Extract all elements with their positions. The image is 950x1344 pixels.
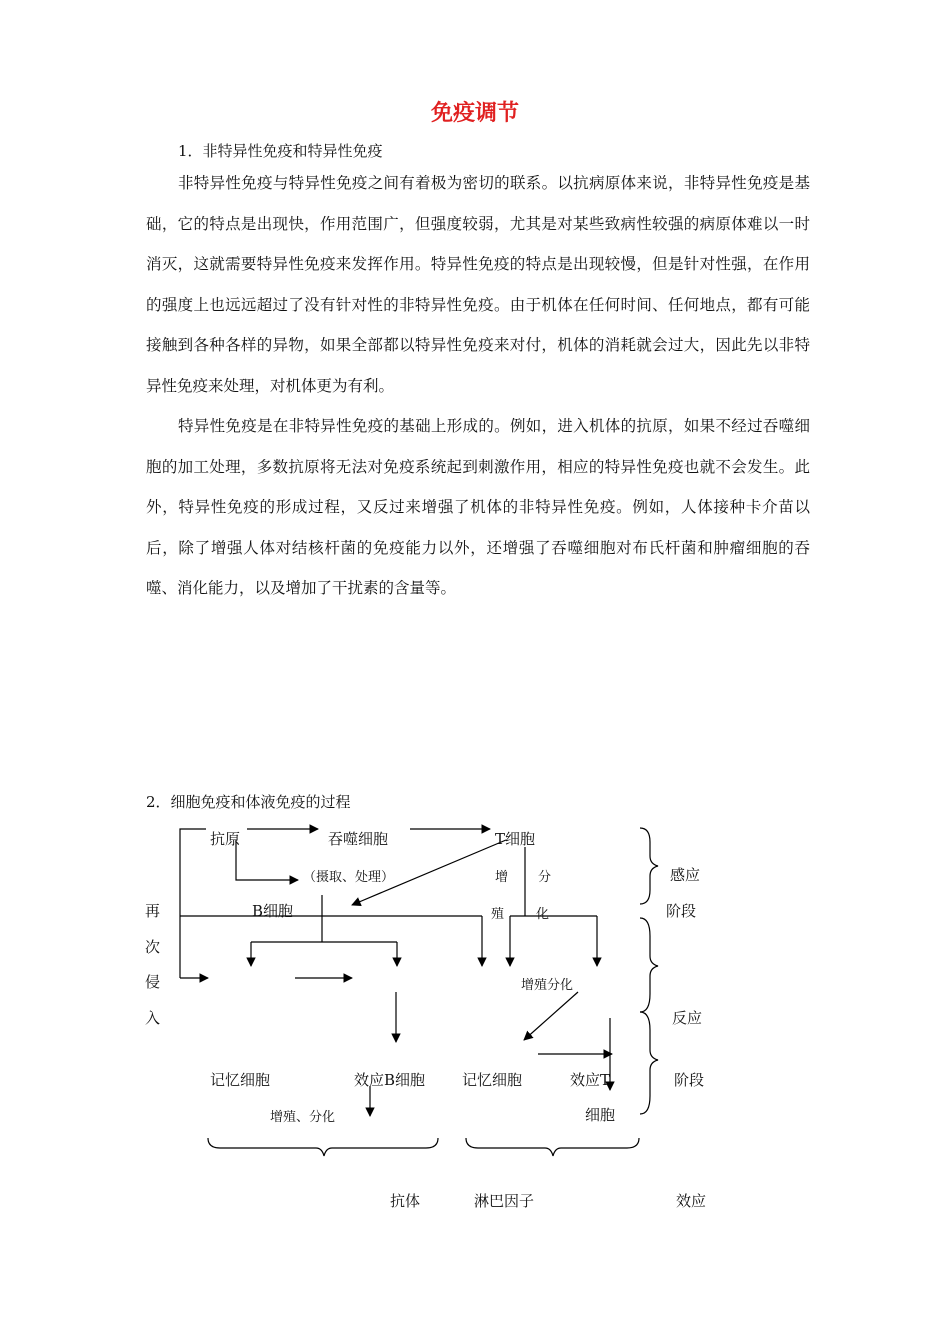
label-reinvade-2: 次	[145, 938, 161, 956]
section-2-heading: 2．细胞免疫和体液免疫的过程	[146, 793, 351, 811]
label-diff-1: 分	[538, 870, 552, 885]
stage-sense-1: 感应	[670, 866, 701, 884]
node-phagocyte: 吞噬细胞	[328, 830, 389, 848]
label-uptake-process: （摄取、处理）	[303, 870, 395, 885]
stage-react-2: 阶段	[674, 1071, 705, 1089]
node-t-cell: T细胞	[495, 830, 536, 848]
paragraph-2: 特异性免疫是在非特异性免疫的基础上形成的。例如，进入机体的抗原，如果不经过吞噬细胞的加工处理，多数抗原将无法对免疫系统起到刺激作用，相应的特异性免疫也就不会发生。此外，特异性免疫的形成过程，又反过来增强了机体的非特异性免疫。例如，人体接种卡介苗以后，除了增强人体对结核杆菌的免疫能力以外，还增强了吞噬细胞对布氏杆菌和肿瘤细胞的吞噬、消化能力，以及增加了干扰素的含量等。	[146, 417, 810, 598]
label-reinvade-4: 入	[145, 1009, 161, 1027]
node-effector-t-1: 效应T	[570, 1071, 611, 1089]
label-diff-2: 化	[536, 907, 550, 922]
stage-sense-2: 阶段	[666, 902, 697, 920]
label-reinvade-3: 侵	[145, 973, 161, 991]
label-prolif-diff: 增殖分化	[521, 978, 574, 993]
label-reinvade-1: 再	[145, 902, 161, 920]
stage-react-1: 反应	[672, 1009, 703, 1027]
label-prolif-1: 增	[495, 870, 509, 885]
node-memory-b: 记忆细胞	[210, 1071, 271, 1089]
node-effector-t-2: 细胞	[585, 1106, 616, 1124]
brace-cellular	[466, 1138, 639, 1156]
brace-sense-stage	[640, 828, 658, 904]
paragraph-1: 非特异性免疫与特异性免疫之间有着极为密切的联系。以抗病原体来说，非特异性免疫是基础，它的特点是出现快，作用范围广，但强度较弱，尤其是对某些致病性较强的病原体难以一时消灭，这就需要特异性免疫来发挥作用。特异性免疫的特点是出现较慢，但是针对性强，在作用的强度上也远远超过了没有针对性的非特异性免疫。由于机体在任何时间、任何地点，都有可能接触到各种各样的异物，如果全部都以特异性免疫来对付，机体的消耗就会过大，因此先以非特异性免疫来处理，对机体更为有利。	[146, 174, 810, 395]
brace-react-stage	[640, 918, 658, 1012]
label-prolif-2: 殖	[491, 907, 505, 922]
brace-humoral	[208, 1138, 438, 1156]
label-prolif-diff-2: 增殖、分化	[270, 1110, 336, 1125]
node-memory-t: 记忆细胞	[462, 1071, 523, 1089]
node-b-cell: B细胞	[252, 902, 294, 920]
arrow-prolif-to-memory-t	[524, 992, 578, 1040]
node-lymphokine: 淋巴因子	[474, 1192, 535, 1210]
node-antibody: 抗体	[390, 1192, 421, 1210]
brace-react-stage-2	[640, 1012, 658, 1114]
page-title: 免疫调节	[430, 100, 519, 126]
node-effector-b: 效应B细胞	[354, 1071, 426, 1089]
section-1-heading: 1．非特异性免疫和特异性免疫	[178, 142, 383, 160]
node-antigen: 抗原	[210, 830, 241, 848]
line-reinvasion	[180, 829, 206, 978]
stage-effect: 效应	[676, 1192, 707, 1210]
arrow-antigen-to-process	[236, 840, 298, 880]
